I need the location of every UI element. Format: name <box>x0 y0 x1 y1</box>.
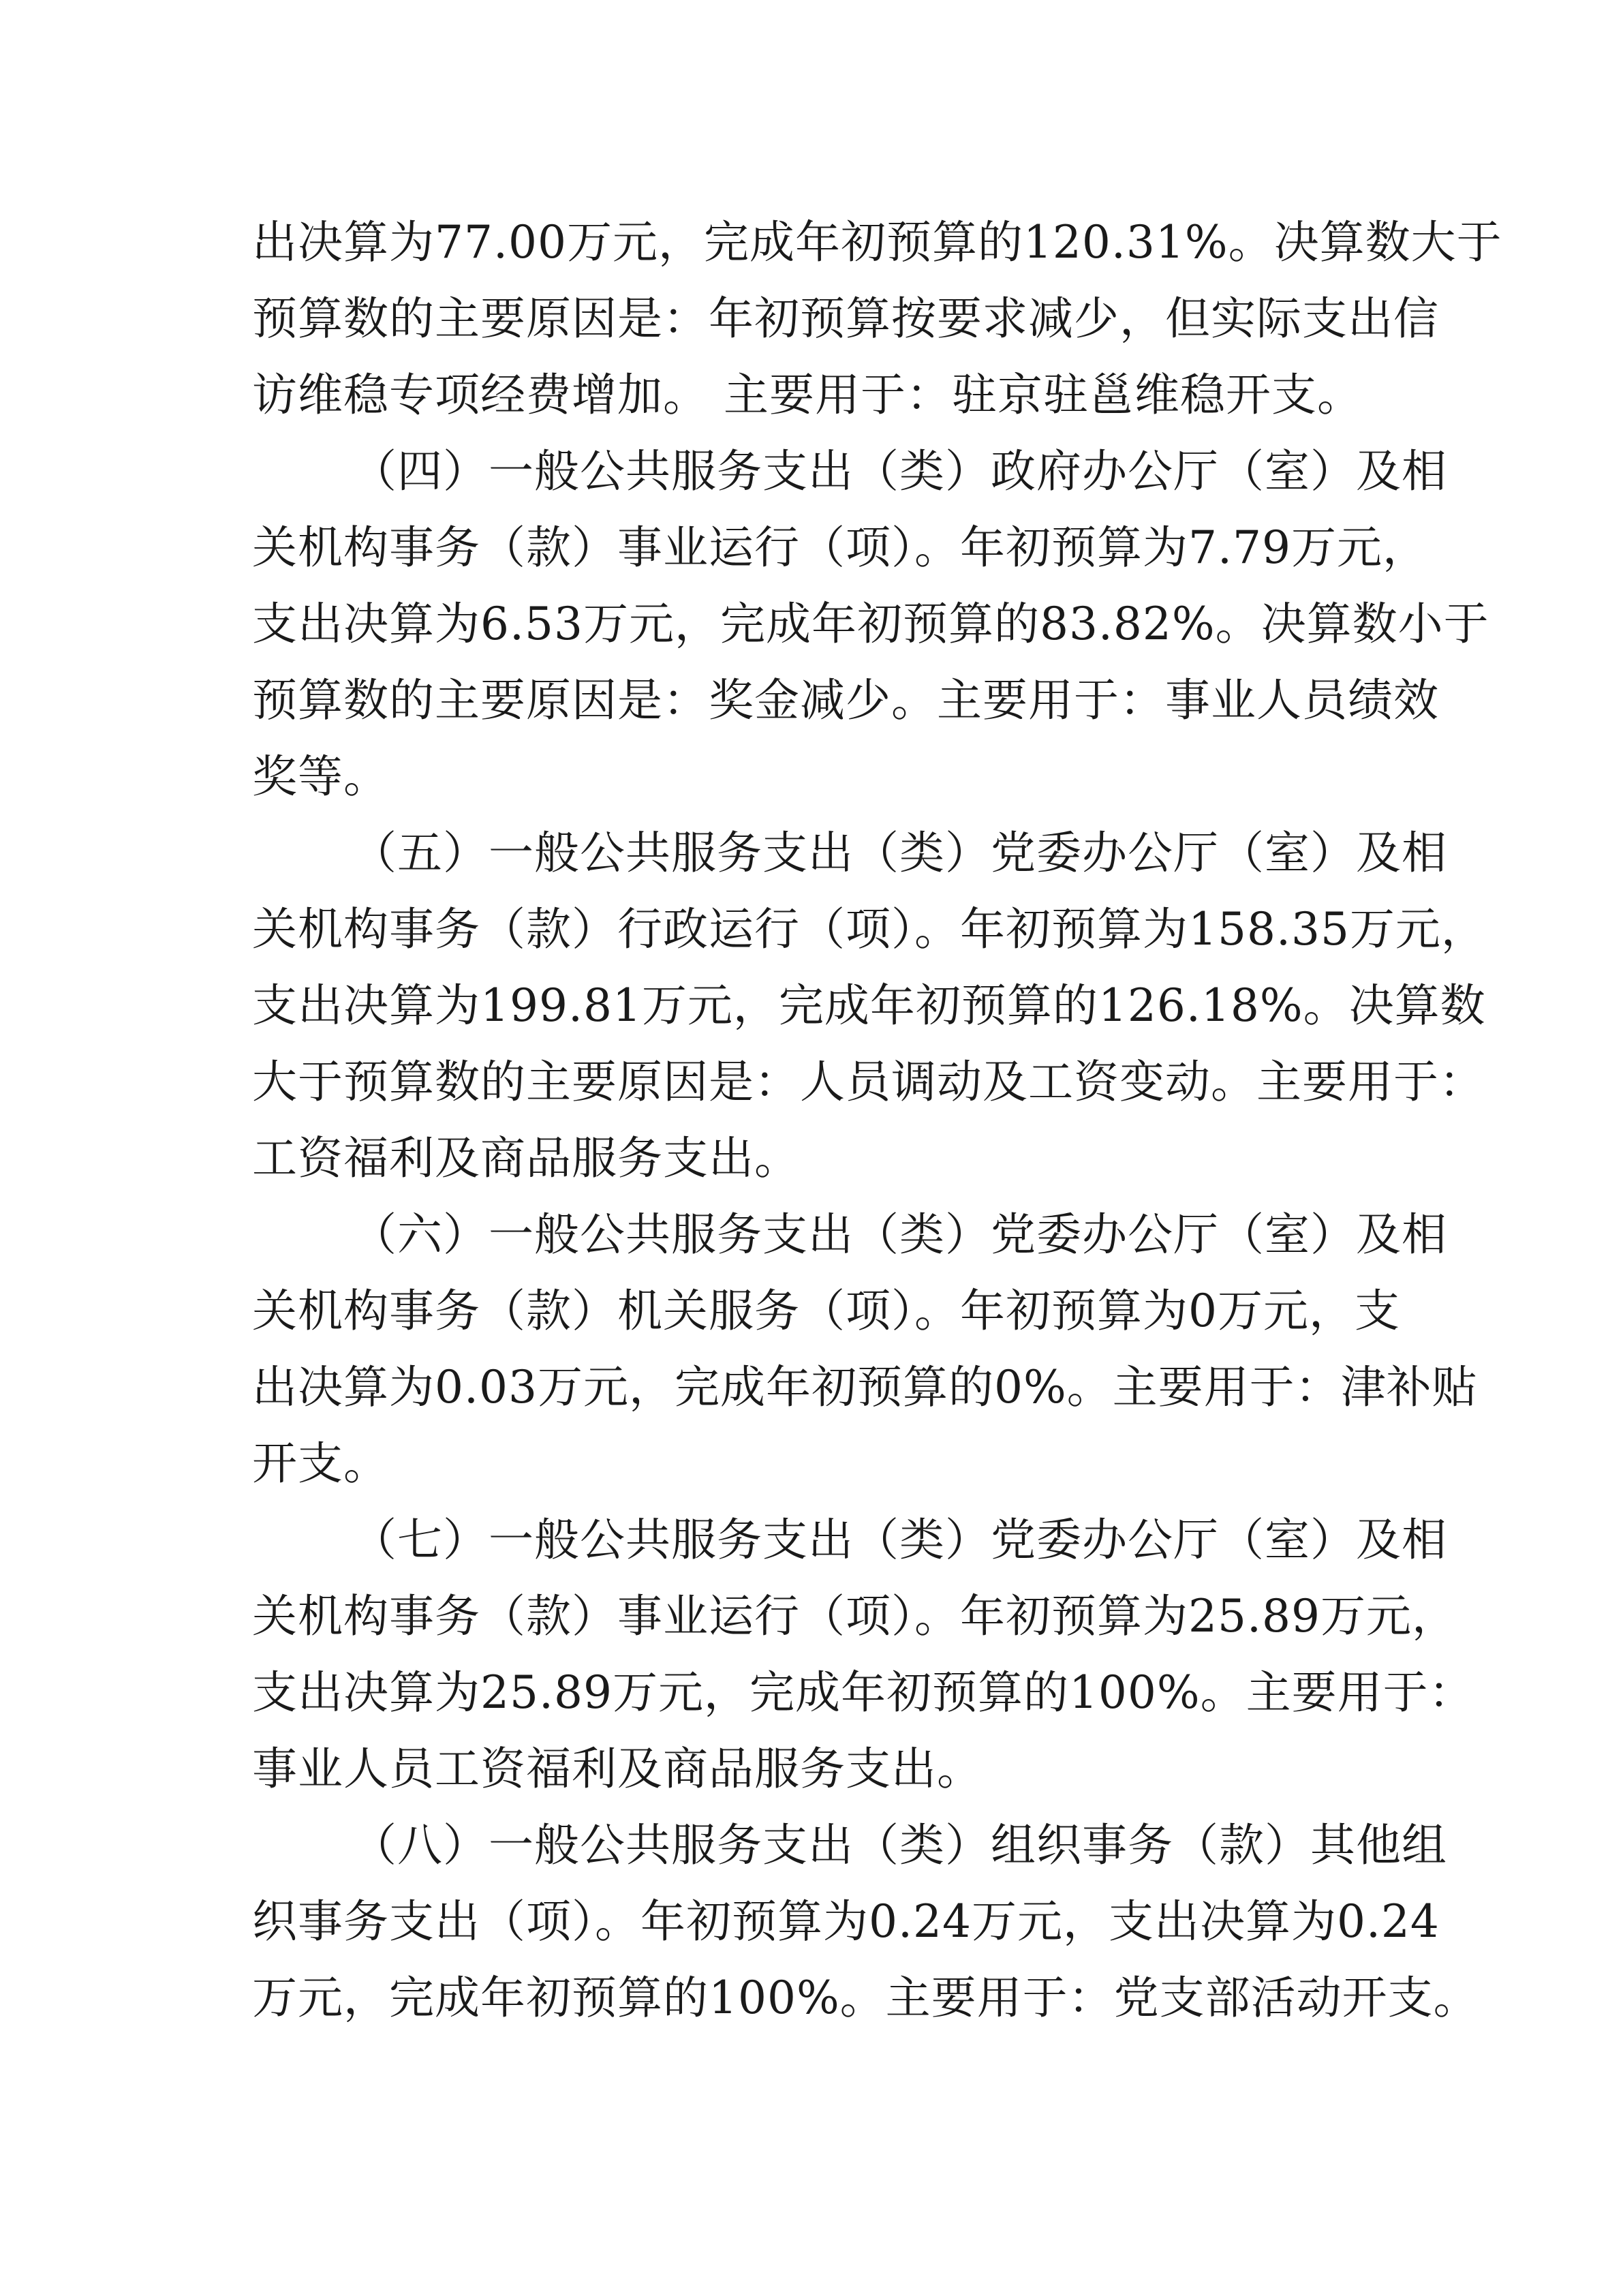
text-line: （八）一般公共服务支出（类）组织事务（款）其他组 <box>352 1819 1447 1871</box>
text-line: 关机构事务（款）事业运行（项）。年初预算为7.79万元， <box>252 521 1428 574</box>
text-line: 织事务支出（项）。年初预算为0.24万元，支出决算为0.24 <box>252 1895 1440 1948</box>
paragraph-7 <box>252 1502 1474 1807</box>
paragraph-5 <box>252 815 1487 1197</box>
text-line: 大于预算数的主要原因是：人员调动及工资变动。主要用于： <box>252 1056 1485 1108</box>
text-line: 预算数的主要原因是：奖金减少。主要用于：事业人员绩效 <box>252 674 1439 726</box>
text-line: 万元，完成年初预算的100%。主要用于：党支部活动开支。 <box>252 1972 1479 2024</box>
document-page <box>252 204 1502 2036</box>
text-line: 访维稳专项经费增加。 主要用于：驻京驻邕维稳开支。 <box>252 369 1363 421</box>
text-line: 事业人员工资福利及商品服务支出。 <box>252 1743 983 1795</box>
text-line: 支出决算为6.53万元，完成年初预算的83.82%。决算数小于 <box>252 598 1489 650</box>
text-line: 支出决算为25.89万元，完成年初预算的100%。主要用于： <box>252 1666 1474 1719</box>
paragraph-6 <box>252 1197 1478 1502</box>
text-line: 关机构事务（款）事业运行（项）。年初预算为25.89万元， <box>252 1590 1457 1642</box>
text-line: 关机构事务（款）机关服务（项）。年初预算为0万元，支 <box>252 1285 1400 1337</box>
text-line: 奖等。 <box>252 750 389 803</box>
text-line: （六）一般公共服务支出（类）党委办公厅（室）及相 <box>352 1208 1447 1261</box>
text-line: 出决算为0.03万元，完成年初预算的0%。主要用于：津补贴 <box>252 1361 1478 1413</box>
paragraph-8 <box>252 1807 1479 2036</box>
text-line: （四）一般公共服务支出（类）政府办公厅（室）及相 <box>352 445 1447 498</box>
text-line: 出决算为77.00万元，完成年初预算的120.31%。决算数大于 <box>252 216 1502 269</box>
text-line: 支出决算为199.81万元，完成年初预算的126.18%。决算数 <box>252 979 1486 1032</box>
paragraph-3-continued <box>252 204 1502 433</box>
text-line: 开支。 <box>252 1437 389 1490</box>
text-line: 预算数的主要原因是：年初预算按要求减少，但实际支出信 <box>252 292 1439 345</box>
text-line: （五）一般公共服务支出（类）党委办公厅（室）及相 <box>352 827 1447 879</box>
text-line: 关机构事务（款）行政运行（项）。年初预算为158.35万元， <box>252 903 1487 955</box>
text-line: （七）一般公共服务支出（类）党委办公厅（室）及相 <box>352 1514 1447 1566</box>
text-line: 工资福利及商品服务支出。 <box>252 1132 800 1184</box>
paragraph-4 <box>252 433 1489 815</box>
